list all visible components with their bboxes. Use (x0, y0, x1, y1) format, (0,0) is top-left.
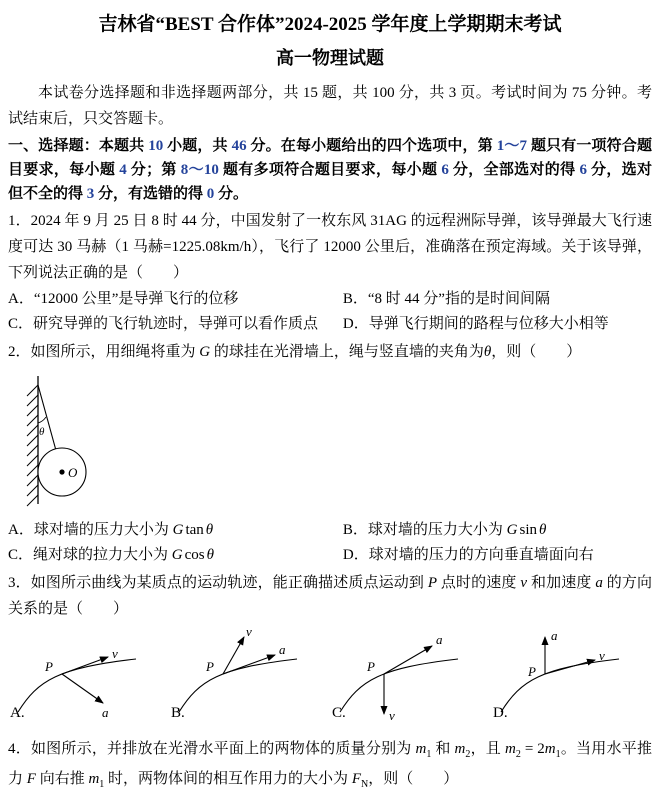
q3-figure-c-letter: C. (332, 705, 346, 721)
p-label: P (45, 659, 53, 674)
q1-stem: 1．2024 年 9 月 25 日 8 时 44 分，中国发射了一枚东风 31AG 的远程洲际导弹，该导弹最大飞行速度可达 30 马赫（1 马赫=1225.08km/h），飞行了 12000 公里后，准确落在预定海域。关于该导弹，下列说法正确的是（ ） (8, 213, 652, 281)
acceleration-arrow (223, 655, 275, 674)
q1-option-a: A．“12000 公里”是导弹飞行的位移 (8, 291, 239, 307)
q3-figure-b-letter: B. (171, 705, 185, 721)
q3-figure-row (8, 624, 652, 724)
q3-figure-b (169, 624, 330, 724)
a-label: a (279, 642, 286, 657)
trajectory-curve (340, 659, 458, 712)
theta-label: θ (39, 426, 45, 438)
a-label: a (551, 628, 558, 643)
exam-subtitle: 高一物理试题 (276, 48, 384, 68)
v-label: v (599, 648, 605, 663)
q4-stem: 4．如图所示，并排放在光滑水平面上的两物体的质量分别为 $m_1$ 和 $m_2$，且 $m_2 = 2m_1$。当用水平推力 F 向右推 $m_1$ 时，两物体间的相互作用力的大小为 $F_N$，则（ ） (8, 741, 652, 790)
trajectory-curve (18, 659, 136, 712)
q2-options (8, 518, 652, 568)
q3-figure-d (491, 624, 652, 724)
p-label: P (528, 664, 536, 679)
wall-hatching (27, 385, 38, 506)
q3-figure-a-letter: A. (10, 705, 25, 721)
velocity-arrow (62, 657, 108, 674)
trajectory-curve (179, 659, 297, 712)
trajectory-figure-c-svg (330, 624, 491, 724)
q3-figure-a (8, 624, 169, 724)
section-heading: 一、选择题：本题共 10 小题，共 46 分。在每小题给出的四个选项中，第 1～7 题只有一项符合题目要求，每小题 4 分；第 8～10 题有多项符合题目要求，每小题 6 分，全部选对的得 6 分，选对但不全的得 3 分，有选错的得 0 分。 (8, 138, 652, 202)
exam-title: 吉林省“BEST 合作体”2024-2025 学年度上学期期末考试 (98, 14, 562, 35)
v-label: v (112, 646, 118, 661)
ball-center-dot (59, 469, 64, 474)
q2-option-c: C．绳对球的拉力大小为 G cos θ (8, 547, 214, 563)
p-label: P (206, 659, 214, 674)
angle-arc (38, 417, 46, 423)
q2-option-b: B．球对墙的压力大小为 G sin θ (342, 522, 547, 538)
trajectory-curve (501, 659, 619, 712)
p-label: P (367, 659, 375, 674)
intro-paragraph: 本试卷分选择题和非选择题两部分，共 15 题，共 100 分，共 3 页。考试时间为 75 分钟。考试结束后，只交答题卡。 (8, 85, 652, 127)
center-o-label: O (68, 465, 78, 480)
q2-stem: 2．如图所示，用细绳将重为 G 的球挂在光滑墙上，绳与竖直墙的夹角为θ，则（ ） (8, 344, 582, 360)
acceleration-arrow (62, 674, 103, 703)
q3-figure-c (330, 624, 491, 724)
q2-figure (8, 371, 652, 516)
a-label: a (436, 632, 443, 647)
rope-line (38, 385, 56, 449)
velocity-arrow (545, 660, 595, 674)
q2-option-a: A．球对墙的压力大小为 G tan θ (8, 522, 214, 538)
q2-option-d: D．球对墙的压力的方向垂直墙面向右 (342, 547, 594, 563)
trajectory-figure-a-svg (8, 624, 169, 724)
trajectory-figure-b-svg (169, 624, 330, 724)
ball-on-wall-figure-svg (8, 371, 178, 511)
trajectory-figure-d-svg (491, 624, 652, 724)
q1-option-d: D．导弹飞行期间的路程与位移大小相等 (342, 316, 609, 332)
q1-options (8, 287, 652, 337)
q3-stem: 3．如图所示曲线为某质点的运动轨迹，能正确描述质点运动到 P 点时的速度 v 和加速度 a 的方向关系的是（ ） (8, 575, 652, 617)
v-label: v (389, 708, 395, 723)
q1-option-b: B．“8 时 44 分”指的是时间间隔 (342, 291, 550, 307)
acceleration-arrow (384, 646, 432, 674)
v-label: v (246, 624, 252, 639)
a-label: a (102, 705, 109, 720)
q1-option-c: C．研究导弹的飞行轨迹时，导弹可以看作质点 (8, 316, 319, 332)
q3-figure-d-letter: D. (493, 705, 508, 721)
